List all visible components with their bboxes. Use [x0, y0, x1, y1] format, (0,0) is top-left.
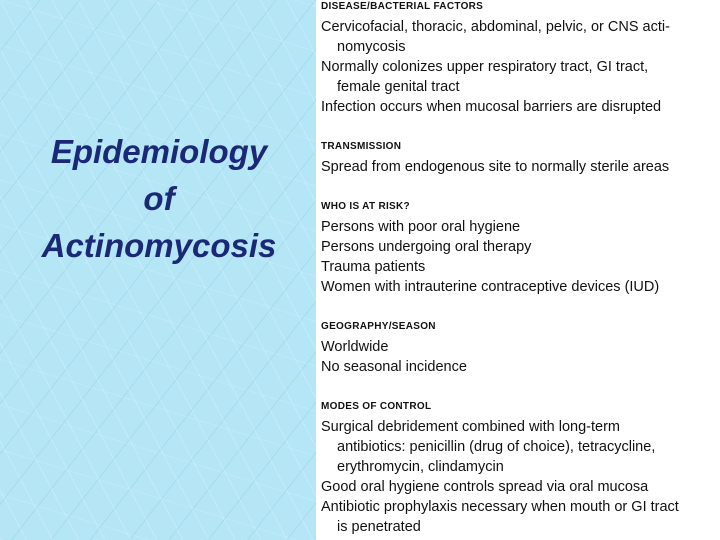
item-text: Persons with poor oral hygiene — [321, 219, 521, 235]
section-items — [321, 17, 711, 117]
item-text: No seasonal incidence — [321, 359, 467, 375]
list-item — [321, 17, 711, 57]
section-items — [321, 417, 711, 537]
section-heading: TRANSMISSION — [321, 141, 402, 152]
section-heading: DISEASE/BACTERIAL FACTORS — [321, 1, 484, 12]
list-item — [321, 357, 711, 377]
list-item — [321, 417, 711, 477]
item-text-continued: nomycosis — [337, 39, 406, 55]
section-items — [321, 337, 711, 377]
list-item — [321, 277, 711, 297]
item-text: Persons undergoing oral therapy — [321, 239, 532, 255]
list-item — [321, 477, 711, 497]
item-text: Good oral hygiene controls spread via oral mucosa — [321, 479, 649, 495]
list-item — [321, 237, 711, 257]
list-item — [321, 497, 711, 537]
list-item — [321, 157, 711, 177]
list-item — [321, 337, 711, 357]
section-items — [321, 157, 711, 177]
item-text: Women with intrauterine contraceptive devices (IUD) — [321, 279, 660, 295]
section-heading: WHO IS AT RISK? — [321, 201, 410, 212]
section-disease-factors — [321, 0, 711, 117]
list-item — [321, 97, 711, 117]
item-text: Antibiotic prophylaxis necessary when mouth or GI tract — [321, 499, 679, 515]
title-line-3: Actinomycosis — [41, 227, 277, 264]
section-geography-season — [321, 320, 711, 377]
list-item — [321, 217, 711, 237]
section-items — [321, 217, 711, 297]
list-item — [321, 57, 711, 97]
section-transmission — [321, 140, 711, 177]
section-heading: MODES OF CONTROL — [321, 401, 432, 412]
item-text: Trauma patients — [321, 259, 426, 275]
title-line-2: of — [143, 180, 175, 217]
item-text: Spread from endogenous site to normally sterile areas — [321, 159, 670, 175]
epidemiology-panel — [316, 0, 720, 540]
item-text: Infection occurs when mucosal barriers are disrupted — [321, 99, 662, 115]
section-modes-of-control — [321, 400, 711, 537]
item-text-continued: erythromycin, clindamycin — [337, 459, 504, 475]
item-text: Normally colonizes upper respiratory tract, GI tract, — [321, 59, 649, 75]
item-text: Surgical debridement combined with long-term — [321, 419, 621, 435]
item-text-continued: antibiotics: penicillin (drug of choice), tetracycline, — [337, 439, 656, 455]
title-line-1: Epidemiology — [50, 133, 268, 170]
slide-title — [8, 128, 310, 269]
item-text-continued: is penetrated — [337, 519, 421, 535]
item-text: Cervicofacial, thoracic, abdominal, pelvic, or CNS acti- — [321, 19, 670, 35]
item-text-continued: female genital tract — [337, 79, 460, 95]
section-heading: GEOGRAPHY/SEASON — [321, 321, 436, 332]
section-who-is-at-risk — [321, 200, 711, 297]
list-item — [321, 257, 711, 277]
item-text: Worldwide — [321, 339, 389, 355]
